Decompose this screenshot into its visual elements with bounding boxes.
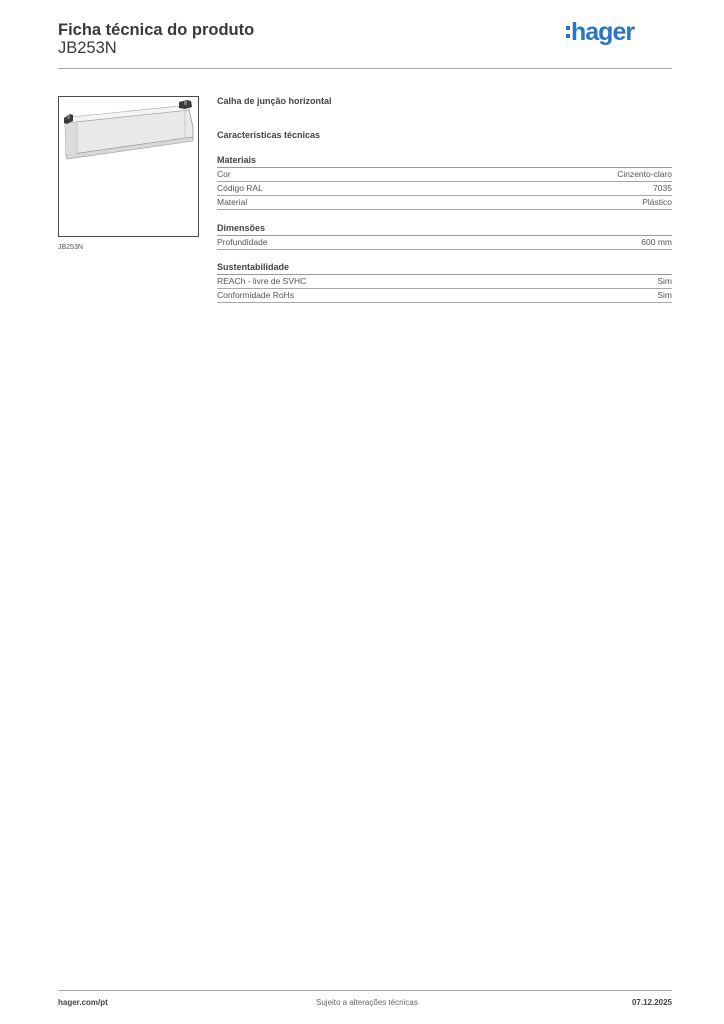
spec-label: Código RAL <box>217 183 263 193</box>
spec-value: Cinzento-claro <box>617 169 672 179</box>
spec-value: 7035 <box>653 183 672 193</box>
footer-notice: Sujeito a alterações técnicas <box>316 998 418 1007</box>
spec-group-title: Dimensões <box>217 223 672 236</box>
product-image-caption: JB253N <box>58 244 83 251</box>
spec-value: Sim <box>657 276 672 286</box>
spec-group-dimensions <box>217 223 672 250</box>
spec-label: REACh - livre de SVHC <box>217 276 307 286</box>
footer-website-link[interactable]: hager.com/pt <box>58 998 108 1007</box>
spec-value: Plástico <box>642 197 672 207</box>
spec-label: Profundidade <box>217 237 268 247</box>
spec-group-sustainability <box>217 262 672 303</box>
header-divider <box>58 68 672 69</box>
product-image-frame <box>58 96 199 237</box>
product-code: JB253N <box>58 39 117 57</box>
spec-row <box>217 236 672 250</box>
spec-label: Cor <box>217 169 231 179</box>
spec-row <box>217 168 672 182</box>
spec-group-title: Materiais <box>217 155 672 168</box>
footer-divider <box>58 990 672 991</box>
product-image <box>59 97 200 238</box>
product-name: Calha de junção horizontal <box>217 96 332 106</box>
spec-value: 600 mm <box>641 237 672 247</box>
footer-date: 07.12.2025 <box>631 998 672 1007</box>
spec-row <box>217 182 672 196</box>
hager-logo <box>566 14 658 48</box>
spec-label: Conformidade RoHs <box>217 290 295 300</box>
spec-row <box>217 196 672 210</box>
spec-value: Sim <box>657 290 672 300</box>
specs-heading: Características técnicas <box>217 130 321 140</box>
spec-row <box>217 275 672 289</box>
brand-wordmark: hager <box>571 18 635 46</box>
spec-row <box>217 289 672 303</box>
spec-group-title: Sustentabilidade <box>217 262 672 275</box>
spec-group-materials <box>217 155 672 210</box>
spec-label: Material <box>217 197 248 207</box>
document-title: Ficha técnica do produto <box>58 21 255 39</box>
